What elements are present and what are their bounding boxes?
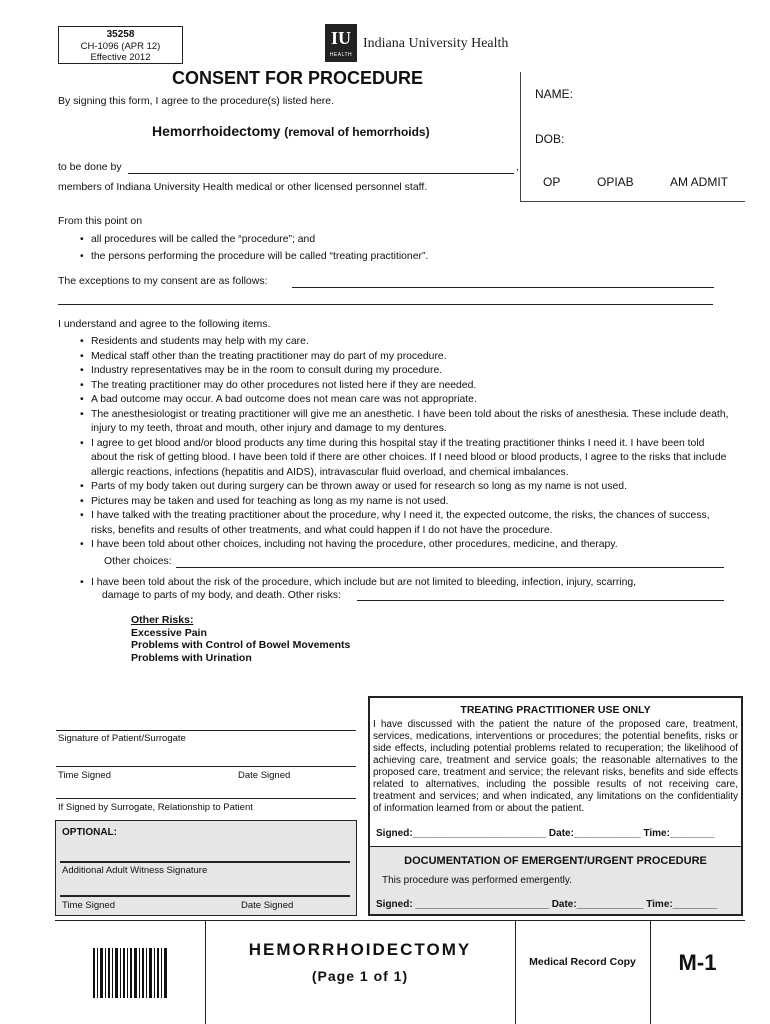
logo-name: Indiana University Health [363, 36, 509, 51]
emergent-sign-line[interactable]: Signed: ________________________ Date:____________ Time:________ [376, 899, 718, 910]
surrogate-line[interactable] [56, 798, 356, 799]
medical-record-copy: Medical Record Copy [529, 956, 636, 968]
treating-practitioner-box [368, 696, 743, 916]
consent-item: • The anesthesiologist or treating practitioner will give me an anesthetic. I have been told about the risks of anesthesia. These include death, injury to my teeth, throat and mouth, other injury and damage to my dentures. [80, 408, 730, 437]
optional-label: OPTIONAL: [62, 827, 117, 838]
definition-item: • all procedures will be called the “procedure”; and [80, 231, 730, 248]
emergent-heading: DOCUMENTATION OF EMERGENT/URGENT PROCEDURE [404, 855, 707, 867]
procedure-title [152, 123, 430, 139]
other-choices-label: Other choices: [104, 555, 172, 567]
practitioner-text: I have discussed with the patient the nature of the proposed care, treatment, services, medications, interventions or procedures; the potential benefits, risks or side effects, including potential problems related to recuperation; the likelihood of achieving care, treatment and service goals; the reasonable alternatives to the proposed care, treatment and service; the relevant risks, benefits and side effects related to alternatives, including the possible results of not receiving care, treatment and services; and when indicated, any limitations on the confidentiality of information learned from or about the patient. [373, 719, 738, 814]
surrogate-caption: If Signed by Surrogate, Relationship to Patient [58, 802, 253, 813]
form-number: 35258 [106, 29, 135, 40]
consent-item: • A bad outcome may occur. A bad outcome does not mean care was not appropriate. [80, 393, 730, 408]
risk-item: • I have been told about the risk of the procedure, which include but are not limited to bleeding, infection, injury, scarring, [80, 576, 730, 591]
witness-caption: Additional Adult Witness Signature [62, 865, 208, 876]
done-by-comma: , [516, 161, 519, 173]
form-effective: Effective 2012 [90, 52, 151, 63]
consent-item: • I have been told about other choices, including not having the procedure, other procedures, medicine, and therapy. [80, 538, 730, 553]
emergent-text: This procedure was performed emergently. [382, 875, 572, 886]
other-choices-line[interactable] [176, 567, 724, 568]
other-risk-item: Excessive Pain [131, 626, 207, 639]
consent-item: • I have talked with the treating practitioner about the procedure, why I need it, the expected outcome, the risks, the chances of success, risks, benefits and results of other treatments, and what could happen if I do not have the procedure. [80, 509, 730, 538]
witness-date-caption: Date Signed [241, 900, 294, 911]
form-id-box [58, 26, 183, 64]
other-risk-item: Problems with Control of Bowel Movements [131, 639, 351, 651]
emergent-section [370, 846, 741, 914]
footer-vdiv-2 [515, 920, 516, 1024]
admit-opiab: OPIAB [597, 175, 634, 189]
procedure-desc: (removal of hemorrhoids) [284, 125, 430, 139]
barcode [93, 948, 168, 998]
definitions-list [80, 231, 730, 265]
date-signed-caption: Date Signed [238, 770, 291, 781]
risk-list [80, 576, 730, 591]
witness-signature-line[interactable] [60, 861, 350, 863]
members-text: members of Indiana University Health medical or other licensed personnel staff. [58, 181, 428, 193]
other-risks-block [131, 614, 350, 664]
other-risks-line[interactable] [357, 600, 724, 601]
time-signed-caption: Time Signed [58, 770, 111, 781]
from-point-text: From this point on [58, 215, 143, 227]
exceptions-label: The exceptions to my consent are as follows: [58, 275, 268, 287]
optional-witness-box [55, 820, 357, 916]
patient-signature-line[interactable] [56, 730, 356, 731]
time-date-line[interactable] [56, 766, 356, 767]
consent-item: • Medical staff other than the treating practitioner may do part of my procedure. [80, 350, 730, 365]
logo-mark-sub: HEALTH [329, 52, 353, 58]
consent-item: • Pictures may be taken and used for teaching as long as my name is not used. [80, 495, 730, 510]
footer-page: (Page 1 of 1) [311, 968, 409, 984]
procedure-name: Hemorrhoidectomy [152, 123, 281, 139]
trident-icon: IU [330, 28, 351, 48]
patient-signature-caption: Signature of Patient/Surrogate [58, 733, 186, 744]
admit-op: OP [543, 175, 561, 189]
exceptions-line-1[interactable] [292, 287, 714, 288]
page-title: CONSENT FOR PROCEDURE [172, 68, 424, 88]
other-risk-item: Problems with Urination [131, 651, 252, 664]
footer-code: M-1 [678, 950, 717, 975]
consent-item: • The treating practitioner may do other procedures not listed here if they are needed. [80, 379, 730, 394]
form-code: CH-1096 (APR 12) [80, 40, 161, 52]
footer-title: HEMORRHOIDECTOMY [248, 940, 472, 959]
other-risks-heading: Other Risks: [131, 614, 194, 626]
done-by-line[interactable] [128, 173, 514, 174]
definition-item: • the persons performing the procedure will be called “treating practitioner”. [80, 248, 730, 265]
exceptions-line-2[interactable] [58, 304, 713, 305]
intro-text: By signing this form, I agree to the procedure(s) listed here. [58, 95, 335, 107]
dob-label: DOB: [535, 132, 565, 146]
name-label: NAME: [535, 87, 574, 101]
witness-time-caption: Time Signed [62, 900, 115, 911]
consent-item: • Parts of my body taken out during surgery can be thrown away or used for research so long as my name is not used. [80, 480, 730, 495]
patient-label-area [520, 72, 745, 202]
iu-health-logo-mark [325, 24, 357, 62]
understand-text: I understand and agree to the following items. [58, 318, 271, 330]
practitioner-sign-line[interactable]: Signed:________________________ Date:____________ Time:________ [376, 828, 715, 839]
admit-am-admit: AM ADMIT [670, 175, 729, 189]
consent-item: • I agree to get blood and/or blood products any time during this hospital stay if the treating practitioner thinks I need it. I have been told about the risk of getting blood. I have been told if there are other choices. If I need blood or blood products, I agree to the risks that include allergic reactions, infections (hepatitis and AIDS), intravascular fluid overload, and chemical imbalances. [80, 437, 730, 481]
consent-item: • Residents and students may help with my care. [80, 335, 730, 350]
risk-item-cont: damage to parts of my body, and death. Other risks: [102, 590, 341, 601]
consent-item: • Industry representatives may be in the room to consult during my procedure. [80, 364, 730, 379]
witness-time-date-line[interactable] [60, 895, 350, 897]
consent-items-list [80, 335, 730, 553]
footer-divider [55, 920, 745, 921]
done-by-label: to be done by [58, 161, 122, 173]
practitioner-heading: TREATING PRACTITIONER USE ONLY [460, 704, 651, 716]
footer [55, 920, 745, 1024]
